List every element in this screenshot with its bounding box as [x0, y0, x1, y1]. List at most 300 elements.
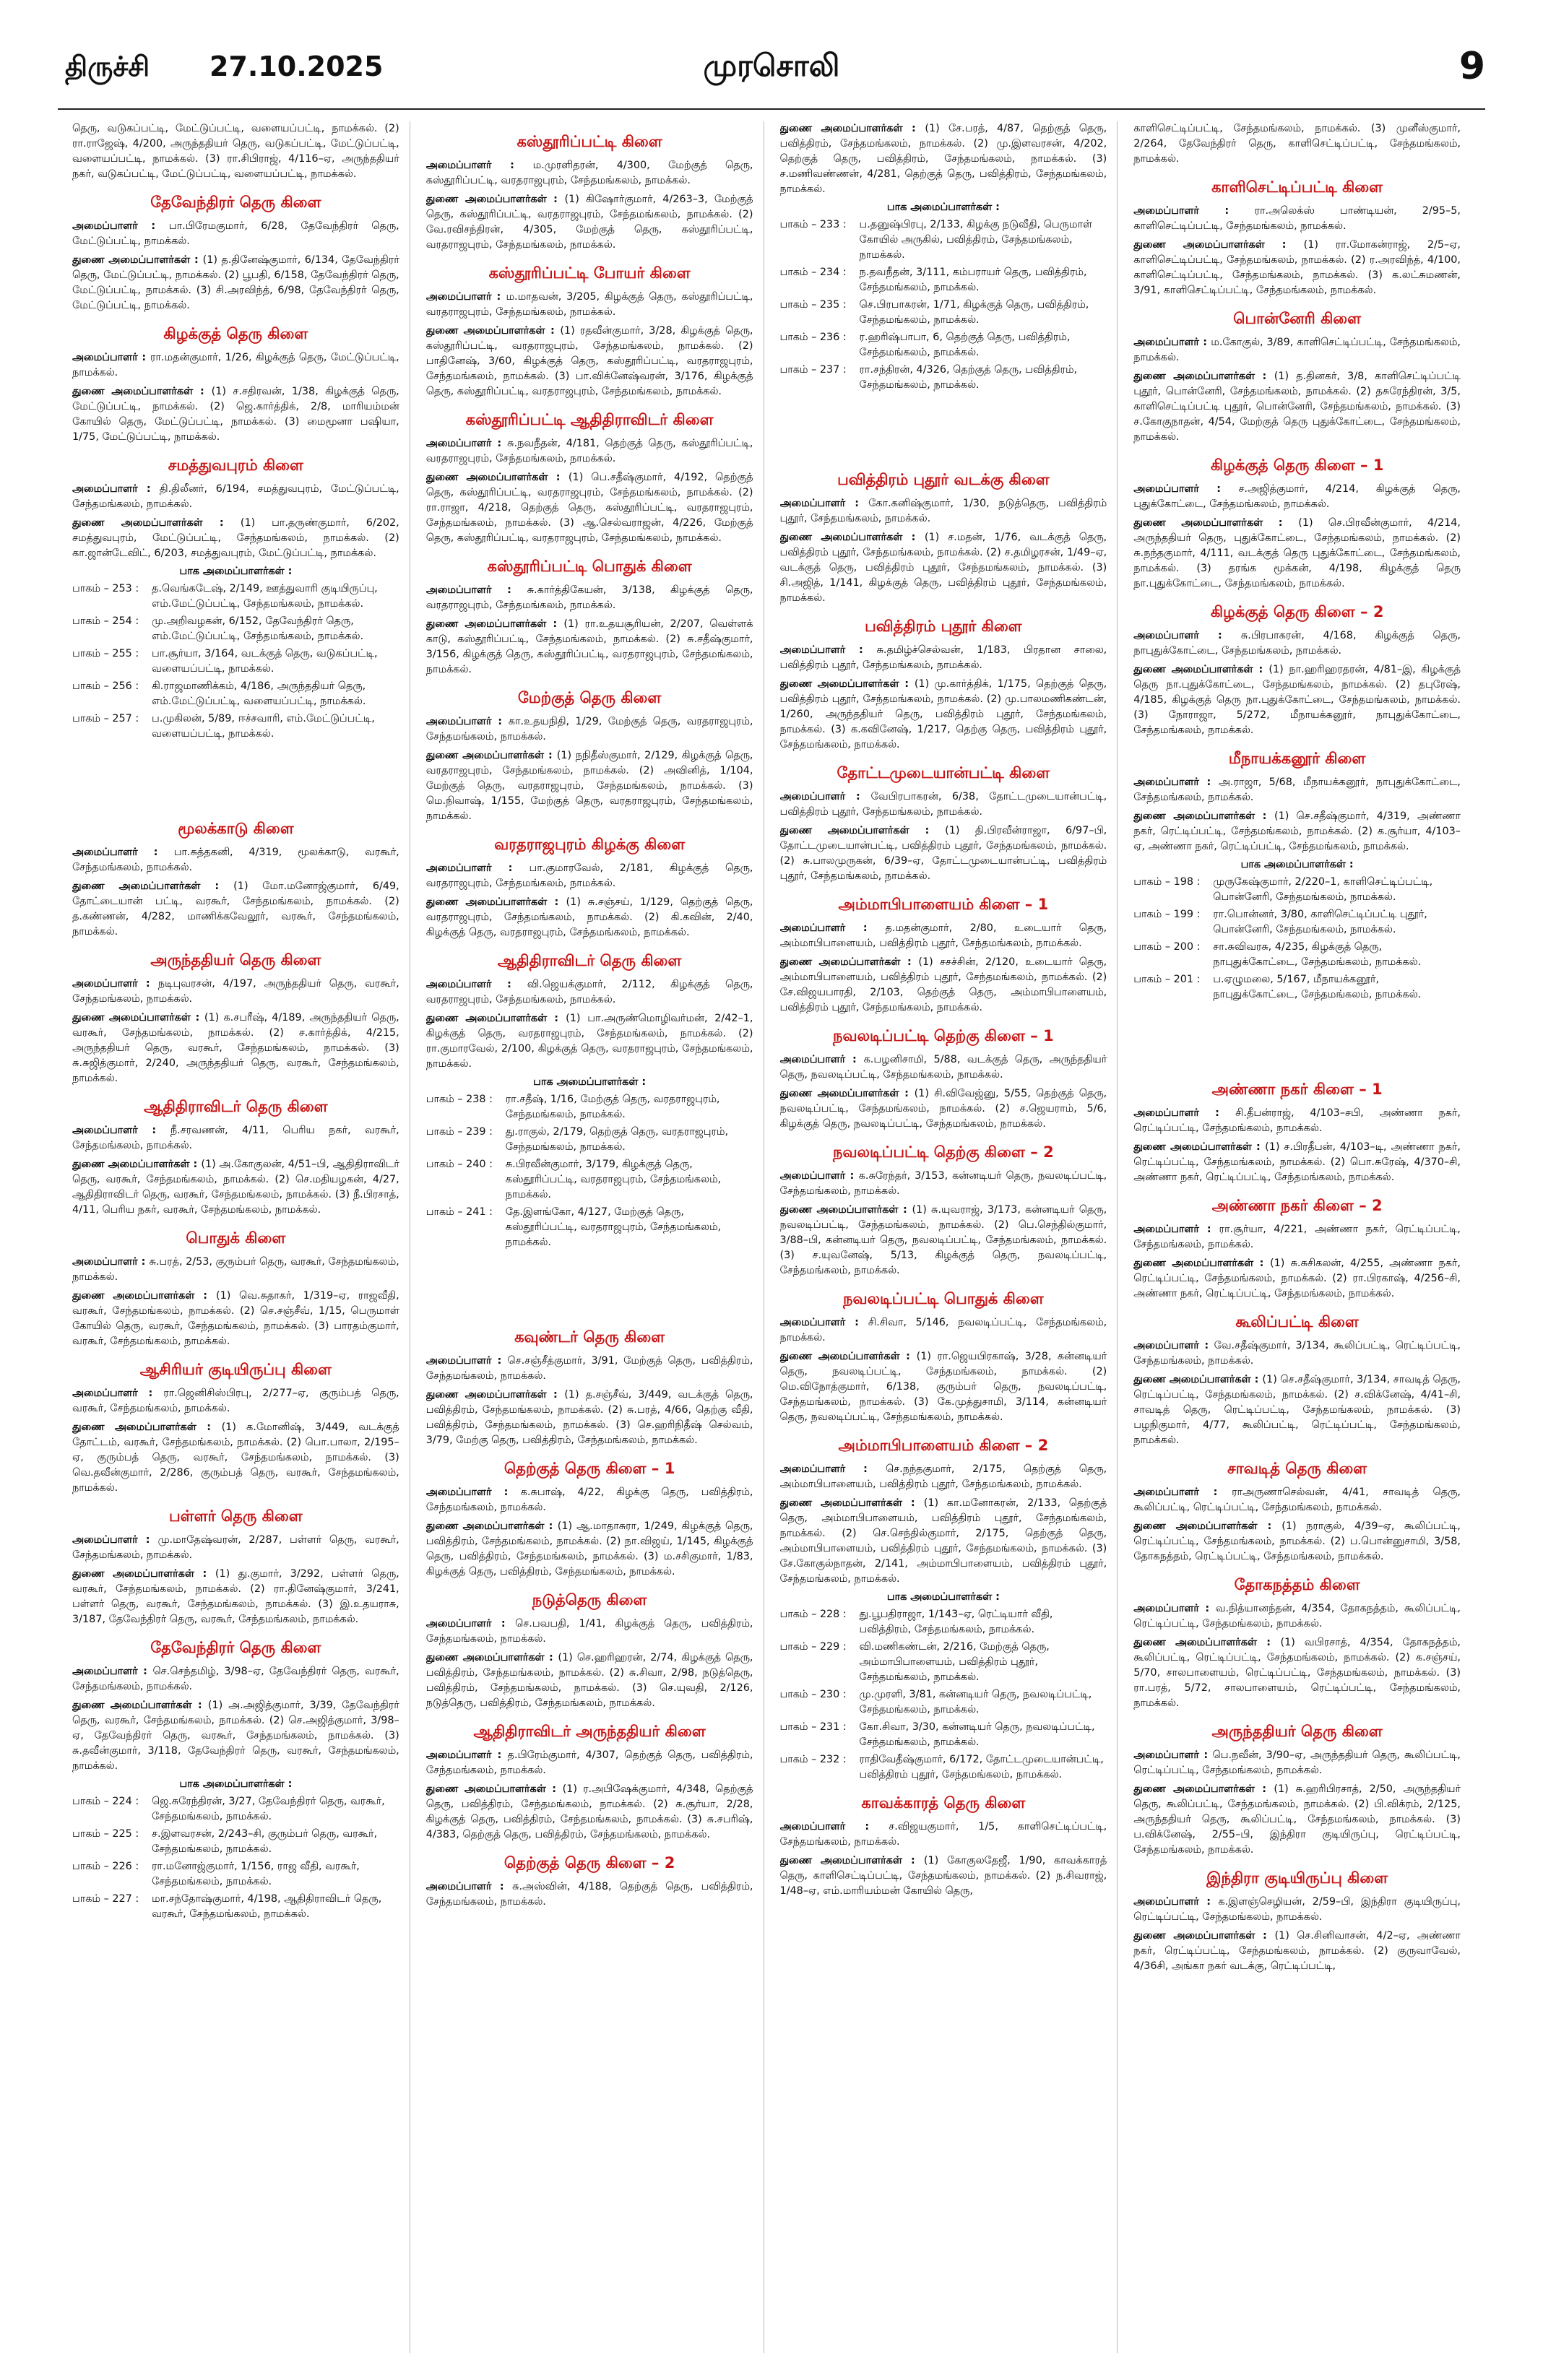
- member-paragraph: [72, 482, 399, 512]
- member-details: (1) ச.சதிரவன், 1/38, கிழக்குத் தெரு, மேட்டுப்பட்டி, நாமக்கல். (2) ஜெ.கார்த்திக், 2/8, மாரியம்மன் கோயில் தெரு, மேட்டுப்பட்டி, நாமக்கல். (3) மைமூனா பஷியா, 1/75, மேட்டுப்பட்டி, நாமக்கல்.: [72, 386, 399, 443]
- role-label: துணை அமைப்பாளர்கள் :: [425, 750, 557, 761]
- member-details: ச.அஜித்குமார், 4/214, கிழக்குத் தெரு, புதுக்கோட்டை, சேந்தமங்கலம், நாமக்கல்.: [1133, 483, 1461, 510]
- member-details: கோ.கனிஷ்குமார், 1/30, நடுத்தெரு, பவித்திரம் புதூர், சேந்தமங்கலம், நாமக்கல்.: [779, 498, 1107, 524]
- member-details: சு.தமிழ்ச்செல்வன், 1/183, பிரதான சாலை, பவித்திரம் புதூர், சேந்தமங்கலம், நாமக்கல்.: [779, 644, 1107, 671]
- member-paragraph: [780, 677, 1107, 753]
- part-number: பாகம் – 233 :: [779, 219, 847, 230]
- role-label: துணை அமைப்பாளர்கள் :: [72, 1159, 202, 1170]
- branch-heading: காளிசெட்டிப்பட்டி கிளை: [1211, 178, 1383, 196]
- member-paragraph: [1133, 1338, 1461, 1369]
- member-paragraph: [780, 1462, 1107, 1492]
- part-number: பாகம் – 230 :: [779, 1689, 847, 1700]
- member-paragraph: [426, 977, 753, 1008]
- member-paragraph: [780, 823, 1107, 884]
- branch-heading: கவுண்டர் தெரு கிளை: [514, 1328, 665, 1346]
- branch-heading: தேவேந்திரர் தெரு கிளை: [150, 1639, 321, 1656]
- member-details: க.இளஞ்செழியன், 2/59–பி, இந்திரா குடியிருப்பு, ரெட்டிப்பட்டி, சேந்தமங்கலம், நாமக்கல்.: [1133, 1896, 1461, 1923]
- part-number: பாகம் – 234 :: [779, 267, 847, 278]
- part-row: [72, 1859, 399, 1890]
- branch-section: [72, 820, 399, 940]
- role-label: துணை அமைப்பாளர்கள் :: [1133, 1930, 1275, 1942]
- role-label: அமைப்பாளர் :: [779, 498, 869, 509]
- role-label: அமைப்பாளர் :: [72, 1666, 153, 1677]
- branch-section: [1133, 1081, 1461, 1185]
- member-details: ம.மாதவன், 3/205, கிழக்குத் தெரு, கஸ்தூரிப்பட்டி, வரதராஜபுரம், சேந்தமங்கலம், நாமக்கல்.: [425, 291, 753, 318]
- member-details: மு.மாதேஷ்வரன், 2/287, பள்ளர் தெரு, வரகூர், சேந்தமங்கலம், நாமக்கல்.: [72, 1534, 399, 1561]
- part-number: பாகம் – 227 :: [72, 1893, 139, 1905]
- part-organiser: ரா.பொன்னர், 3/80, காளிசெட்டிப்பட்டி புதூர், பொன்னேரி, சேந்தமங்கலம், நாமக்கல்.: [1213, 909, 1427, 935]
- role-label: துணை அமைப்பாளர்கள் :: [779, 956, 919, 968]
- part-row: [426, 1092, 753, 1122]
- member-paragraph: [1133, 1601, 1461, 1632]
- branch-heading: ஆதிதிராவிடர் தெரு கிளை: [497, 952, 682, 969]
- branch-section: [426, 133, 753, 253]
- part-row: [1133, 907, 1461, 938]
- part-row: [426, 1157, 753, 1203]
- role-label: அமைப்பாளர் :: [779, 922, 886, 934]
- role-label: துணை அமைப்பாளர்கள் :: [1133, 1783, 1274, 1795]
- member-paragraph: [1133, 1635, 1461, 1711]
- part-organiser: த.வெங்கடேஷ், 2/149, ஊத்துவாரி குடியிருப்பு, எம்.மேட்டுப்பட்டி, சேந்தமங்கலம், நாமக்கல்.: [152, 583, 378, 610]
- part-row: [426, 1125, 753, 1155]
- member-paragraph: [780, 530, 1107, 606]
- member-details: (1) நராகுல், 4/39–ஏ, கூலிப்பட்டி, ரெட்டிப்பட்டி, சேந்தமங்கலம், நாமக்கல். (2) ப.பொன்னுசாமி, 3/58, தோகநத்தம், ரெட்டிப்பட்டி, சேந்தமங்கலம், நாமக்கல்.: [1133, 1520, 1461, 1562]
- member-details: (1) செ.சினிவாசன், 4/2–ஏ, அண்ணா நகர், ரெட்டிப்பட்டி, சேந்தமங்கலம், நாமக்கல். (2) குருவாவேல், 4/36சி, அங்கா நகர் வடக்கு, ரெட்டிப்பட்டி,: [1133, 1930, 1461, 1972]
- role-label: துணை அமைப்பாளர்கள் :: [1133, 1258, 1270, 1269]
- branch-section: [1133, 456, 1461, 592]
- member-details: (1) ரா.உதயசூரியன், 2/207, வெள்ளக் காடு, கஸ்தூரிப்பட்டி, சேந்தமங்கலம், நாமக்கல். (2) சு.சதீஷ்குமார், 3/156, கிழக்குத் தெரு, கஸ்தூரிப்பட்டி, வரதராஜபுரம், சேந்தமங்கலம், நாமக்கல்.: [425, 618, 753, 675]
- member-details: பா.குமாரவேல், 2/181, கிழக்குத் தெரு, வரதராஜபுரம், சேந்தமங்கலம், நாமக்கல்.: [425, 862, 753, 889]
- part-number: பாகம் – 240 :: [425, 1159, 493, 1170]
- member-details: (1) பா.தருண்குமார், 6/202, சமத்துவபுரம், மேட்டுப்பட்டி, சேந்தமங்கலம், நாமக்கல். (2) கா.ஜான்டேவிட், 6/203, சமத்துவபுரம், மேட்டுப்பட்டி, நாமக்கல்.: [72, 517, 399, 559]
- member-paragraph: [72, 977, 399, 1007]
- member-details: (1) அ.அஜித்குமார், 3/39, தேவேந்திரர் தெரு, வரகூர், சேந்தமங்கலம், நாமக்கல். (2) செ.அஜித்குமார், 3/98–ஏ, தேவேந்திரர் தெரு, வரகூர், சேந்தமங்கலம், நாமக்கல். (3) சு.தவீன்குமார், 3/118, தேவேந்திரர் தெரு, வரகூர், சேந்தமங்கலம், நாமக்கல்.: [72, 1700, 399, 1772]
- member-paragraph: [426, 1388, 753, 1448]
- part-number: பாகம் – 232 :: [779, 1754, 847, 1765]
- branch-heading: பவித்திரம் புதூர் கிளை: [865, 618, 1022, 635]
- branch-heading: கஸ்தூரிப்பட்டி ஆதிதிராவிடர் கிளை: [465, 411, 714, 428]
- part-row: [72, 1892, 399, 1922]
- branch-section: [426, 689, 753, 824]
- part-row: [780, 1720, 1107, 1750]
- member-details: (1) சு.சுசிகலன், 4/255, அண்ணா நகர், ரெட்டிப்பட்டி, சேந்தமங்கலம், நாமக்கல். (2) ரா.பிரகாஷ், 4/256–சி, அண்ணா நகர், ரெட்டிப்பட்டி, சேந்தமங்கலம், நாமக்கல்.: [1133, 1258, 1461, 1299]
- part-organiser: ரா.மனோஜ்குமார், 1/156, ராஜ வீதி, வரகூர், சேந்தமங்கலம், நாமக்கல்.: [152, 1861, 360, 1887]
- branch-section: [780, 618, 1107, 753]
- member-paragraph: [72, 350, 399, 381]
- role-label: அமைப்பாளர் :: [72, 1125, 170, 1136]
- member-details: சு.பிரபாகரன், 4/168, கிழக்குத் தெரு, நாபுதுக்கோட்டை, சேந்தமங்கலம், நாமக்கல்.: [1133, 630, 1461, 657]
- member-details: (1) கோகுலதேஜீ, 1/90, காவக்காரத் தெரு, காளிசெட்டிப்பட்டி, சேந்தமங்கலம், நாமக்கல். (2) ந.சிவராஜ், 1/48–ஏ, எம்.மாரியம்மன் கோயில் தெரு,: [779, 1855, 1107, 1897]
- role-label: அமைப்பாளர் :: [1133, 1224, 1219, 1235]
- branch-heading: கஸ்தூரிப்பட்டி போயர் கிளை: [488, 264, 691, 282]
- member-paragraph: [72, 1386, 399, 1416]
- branch-heading: அண்ணா நகர் கிளை – 1: [1211, 1081, 1383, 1098]
- part-organisers-heading: பாக அமைப்பாளர்கள் :: [886, 1591, 1000, 1603]
- role-label: துணை அமைப்பாளர்கள் :: [72, 517, 241, 529]
- member-paragraph: [72, 384, 399, 445]
- part-organiser: மு.அறிவழகன், 6/152, தேவேந்திரர் தெரு, எம்.மேட்டுப்பட்டி, சேந்தமங்கலம், நாமக்கல்.: [152, 615, 364, 642]
- member-paragraph: [1133, 1485, 1461, 1515]
- place-name: திருச்சி: [65, 51, 150, 82]
- member-details: ம.முரளிதரன், 4/300, மேற்குத் தெரு, கஸ்தூரிப்பட்டி, வரதராஜபுரம், சேந்தமங்கலம், நாமக்கல்.: [425, 160, 753, 186]
- part-organiser: ரா.சந்திரன், 4/326, தெற்குத் தெரு, பவித்திரம், சேந்தமங்கலம், நாமக்கல்.: [859, 364, 1078, 391]
- member-details: (1) ச.பிரதீபன், 4/103–டி, அண்ணா நகர், ரெட்டிப்பட்டி, சேந்தமங்கலம், நாமக்கல். (2) பொ.சுரேஷ், 4/370–சி, அண்ணா நகர், ரெட்டிப்பட்டி, சேந்தமங்கலம், நாமக்கல்.: [1133, 1141, 1461, 1183]
- part-number: பாகம் – 253 :: [72, 583, 139, 594]
- part-organiser: கி.ராஜமாணிக்கம், 4/186, அருந்ததியர் தெரு, எம்.மேட்டுப்பட்டி, வளையப்பட்டி, நாமக்கல்.: [152, 680, 366, 707]
- branch-heading: தெற்குத் தெரு கிளை – 1: [503, 1460, 675, 1477]
- member-details: (1) சு.சஞ்சய், 1/129, தெற்குத் தெரு, வரதராஜபுரம், சேந்தமங்கலம், நாமக்கல். (2) கி.கவின், 2/40, கிழக்குத் தெரு, வரதராஜபுரம், சேந்தமங்கலம், நாமக்கல்.: [425, 896, 753, 938]
- part-row: [1133, 940, 1461, 970]
- role-label: அமைப்பாளர் :: [72, 1388, 164, 1399]
- part-row: [72, 614, 399, 644]
- branch-heading: ஆதிதிராவிடர் அருந்ததியர் கிளை: [473, 1723, 706, 1740]
- member-paragraph: [1133, 775, 1461, 805]
- issue-date: 27.10.2025: [209, 51, 384, 82]
- part-row: [72, 581, 399, 612]
- part-organiser: ப.தனுஷ்பிரபு, 2/133, கிழக்கு நடுவீதி, பெருமாள் கோயில் அருகில், பவித்திரம், சேந்தமங்கலம், நாமக்கல்.: [859, 219, 1092, 261]
- column-gap: [1133, 1011, 1461, 1069]
- branch-heading: அம்மாபிபாளையம் கிளை – 1: [838, 896, 1049, 913]
- role-label: அமைப்பாளர் :: [425, 1355, 508, 1367]
- member-paragraph: [1133, 369, 1461, 445]
- member-paragraph: [1133, 1748, 1461, 1778]
- role-label: துணை அமைப்பாளர்கள் :: [779, 123, 925, 134]
- branch-heading: அண்ணா நகர் கிளை – 2: [1211, 1197, 1383, 1214]
- role-label: துணை அமைப்பாளர்கள் :: [1133, 1374, 1263, 1385]
- branch-heading: சமத்துவபுரம் கிளை: [168, 456, 303, 474]
- role-label: அமைப்பாளர் :: [1133, 1487, 1232, 1498]
- branch-heading: தேவேந்திரர் தெரு கிளை: [150, 194, 321, 211]
- member-paragraph: [426, 714, 753, 745]
- part-number: பாகம் – 237 :: [779, 364, 847, 376]
- member-details: நீ.சரவணன், 4/11, பெரிய நகர், வரகூர், சேந்தமங்கலம், நாமக்கல்.: [72, 1125, 399, 1151]
- role-label: துணை அமைப்பாளர்கள் :: [1133, 1637, 1281, 1648]
- member-paragraph: [1133, 1782, 1461, 1858]
- member-details: (1) செ.பிரவீன்குமார், 4/214, அருந்ததியர் தெரு, புதுக்கோட்டை, சேந்தமங்கலம், நாமக்கல். (2) சு.நந்தகுமார், 4/111, வடக்குத் தெரு புதுக்கோட்டை, சேந்தமங்கலம், நாமக்கல். (3) தரங்க மூக்கன், 4/198, கிழக்குத் தெரு நா.புதுக்கோட்டை, சேந்தமங்கலம், நாமக்கல்.: [1133, 517, 1461, 589]
- column-3: [780, 121, 1118, 2353]
- part-row: [72, 1794, 399, 1825]
- branch-section: [426, 952, 753, 1250]
- part-row: [780, 363, 1107, 393]
- member-paragraph: [426, 583, 753, 613]
- role-label: துணை அமைப்பாளர்கள் :: [425, 194, 565, 205]
- role-label: அமைப்பாளர் :: [1133, 1107, 1236, 1119]
- member-details: செ.சஞ்சீத்குமார், 3/91, மேற்குத் தெரு, பவித்திரம், சேந்தமங்கலம், நாமக்கல்.: [425, 1355, 753, 1382]
- branch-heading: மேற்குத் தெரு கிளை: [517, 689, 662, 706]
- column-1: [72, 121, 410, 2353]
- member-details: த.மதன்குமார், 2/80, உடையார் தெரு, அம்மாபிபாளையம், பவித்திரம் புதூர், சேந்தமங்கலம், நாமக்கல்.: [779, 922, 1107, 949]
- part-organiser: மு.முரளி, 3/81, கன்னடியர் தெரு, நவலடிப்பட்டி, சேந்தமங்கலம், நாமக்கல்.: [859, 1689, 1092, 1715]
- member-paragraph: [426, 1782, 753, 1843]
- column-gap: [780, 402, 1107, 459]
- part-row: [780, 217, 1107, 263]
- role-label: துணை அமைப்பாளர்கள் :: [72, 386, 212, 397]
- part-organiser: செ.பிரபாகரன், 1/71, கிழக்குத் தெரு, பவித்திரம், சேந்தமங்கலம், நாமக்கல்.: [859, 299, 1089, 326]
- member-paragraph: [72, 219, 399, 249]
- role-label: துணை அமைப்பாளர்கள் :: [779, 1351, 917, 1362]
- role-label: அமைப்பாளர் :: [425, 862, 530, 874]
- role-label: அமைப்பாளர் :: [779, 1170, 859, 1182]
- member-details: கா.உதயநிதி, 1/29, மேற்குத் தெரு, வரதராஜபுரம், சேந்தமங்கலம், நாமக்கல்.: [425, 716, 753, 743]
- branch-section: [780, 121, 1107, 393]
- branch-section: [426, 558, 753, 678]
- branch-section: [780, 764, 1107, 884]
- branch-section: [426, 1328, 753, 1448]
- member-details: சு.பரத், 2/53, குரும்பர் தெரு, வரகூர், சேந்தமங்கலம், நாமக்கல்.: [72, 1256, 399, 1283]
- part-organiser: பா.சூர்யா, 3/164, வடக்குத் தெரு, வடுகப்பட்டி, வளையப்பட்டி, நாமக்கல்.: [152, 648, 378, 675]
- role-label: துணை அமைப்பாளர்கள் :: [425, 896, 566, 908]
- role-label: அமைப்பாளர் :: [425, 716, 509, 727]
- member-details: ம.கோகுல், 3/89, காளிசெட்டிப்பட்டி, சேந்தமங்கலம், நாமக்கல்.: [1133, 337, 1461, 363]
- member-details: (1) க.சபரீஷ், 4/189, அருந்ததியர் தெரு, வரகூர், சேந்தமங்கலம், நாமக்கல். (2) ச.கார்த்திக், 4/215, அருந்ததியர் தெரு, வரகூர், சேந்தமங்கலம், நாமக்கல். (3) சு.சுஜித்குமார், 2/240, அருந்ததியர் தெரு, வரகூர், சேந்தமங்கலம், நாமக்கல்.: [72, 1012, 399, 1084]
- role-label: துணை அமைப்பாளர்கள் :: [72, 254, 203, 266]
- article-columns: [72, 121, 1471, 2353]
- part-organiser: ராதிவேதீஷ்குமார், 6/172, தோட்டமுடையான்பட்டி, பவித்திரம் புதூர், சேந்தமங்கலம், நாமக்கல்.: [859, 1754, 1104, 1780]
- branch-heading: நவலடிப்பட்டி தெற்கு கிளை – 1: [833, 1027, 1054, 1044]
- member-paragraph: [72, 516, 399, 561]
- part-organiser: து.பூபதிராஜா, 1/143–ஏ, ரெட்டியார் வீதி, பவித்திரம், சேந்தமங்கலம், நாமக்கல்.: [859, 1609, 1053, 1635]
- role-label: அமைப்பாளர் :: [1133, 1340, 1214, 1351]
- role-label: அமைப்பாளர் :: [779, 1317, 868, 1328]
- member-details: ரா.அலெக்ஸ் பாண்டியன், 2/95–5, காளிசெட்டிப்பட்டி, சேந்தமங்கலம், நாமக்கல்.: [1133, 205, 1461, 232]
- part-organiser: ச.இளவரசன், 2/243–சி, குரும்பர் தெரு, வரகூர், சேந்தமங்கலம், நாமக்கல்.: [152, 1828, 378, 1855]
- member-paragraph: [72, 253, 399, 313]
- branch-heading: தோகநத்தம் கிளை: [1234, 1576, 1360, 1593]
- member-paragraph: [780, 1203, 1107, 1278]
- member-paragraph: [72, 879, 399, 940]
- role-label: துணை அமைப்பாளர்கள் :: [425, 1783, 563, 1795]
- member-paragraph: [1133, 204, 1461, 234]
- member-paragraph: [1133, 1106, 1461, 1136]
- role-label: துணை அமைப்பாளர்கள் :: [779, 1088, 915, 1099]
- member-details: நடிபுவரசன், 4/197, அருந்ததியர் தெரு, வரகூர், சேந்தமங்கலம், நாமக்கல்.: [72, 978, 399, 1005]
- member-details: (1) சே.பரத், 4/87, தெற்குத் தெரு, பவித்திரம், சேந்தமங்கலம், நாமக்கல். (2) மு.இளவரசன், 4/202, தெற்குத் தெரு, பவித்திரம், சேந்தமங்கலம், நாமக்கல். (3) ச.மணிவண்ணன், 4/281, தெற்குத் தெரு, பவித்திரம், சேந்தமங்கலம், நாமக்கல்.: [779, 123, 1107, 195]
- branch-section: [72, 194, 399, 313]
- role-label: துணை அமைப்பாளர்கள் :: [779, 1204, 912, 1216]
- role-label: துணை அமைப்பாளர்கள் :: [425, 1013, 566, 1024]
- member-details: (1) ச.மதன், 1/76, வடக்குத் தெரு, பவித்திரம் புதூர், சேந்தமங்கலம், நாமக்கல். (2) ச.தமிழரசன், 1/49–ஏ, வடக்குத் தெரு, பவித்திரம் புதூர், சேந்தமங்கலம், நாமக்கல். (3) சி.அஜித், 1/141, கிழக்குத் தெரு, பவித்திரம் புதூர், சேந்தமங்கலம், நாமக்கல்.: [779, 532, 1107, 604]
- part-organisers-heading: பாக அமைப்பாளர்கள் :: [1240, 859, 1354, 870]
- member-details: (1) வபிரசாத், 4/354, தோகநத்தம், கூலிப்பட்டி, ரெட்டிப்பட்டி, சேந்தமங்கலம், நாமக்கல். (2) க.சஞ்சய், 5/70, சாலபாளையம், ரெட்டிப்பட்டி, சேந்தமங்கலம், நாமக்கல். (3) ரா.பரத், 5/72, சாலபாளையம், ரெட்டிப்பட்டி, சேந்தமங்கலம், நாமக்கல்.: [1133, 1637, 1461, 1709]
- part-number: பாகம் – 255 :: [72, 648, 139, 659]
- member-paragraph: [72, 1011, 399, 1086]
- branch-heading: பொன்னேரி கிளை: [1233, 310, 1362, 327]
- member-details: (1) வெ.சுதாகர், 1/319–ஏ, ராஜவீதி, வரகூர், சேந்தமங்கலம், நாமக்கல். (2) செ.சஞ்சீவ், 1/15, பெருமாள் கோயில் தெரு, வரகூர், சேந்தமங்கலம், நாமக்கல். (3) பாரதம்குமார், வரகூர், சேந்தமங்கலம், நாமக்கல்.: [72, 1290, 399, 1347]
- branch-section: [72, 1507, 399, 1627]
- member-paragraph: [1133, 662, 1461, 738]
- branch-section: [72, 1639, 399, 1922]
- role-label: அமைப்பாளர் :: [1133, 205, 1255, 217]
- member-details: க.பழனிசாமி, 5/88, வடக்குத் தெரு, அருந்ததியர் தெரு, நவலடிப்பட்டி, சேந்தமங்கலம், நாமக்கல்.: [779, 1054, 1107, 1081]
- member-paragraph: [72, 1698, 399, 1774]
- role-label: அமைப்பாளர் :: [779, 1463, 886, 1475]
- branch-section: [72, 456, 399, 742]
- role-label: துணை அமைப்பாளர்கள் :: [72, 1012, 204, 1024]
- member-paragraph: [426, 1011, 753, 1072]
- member-paragraph: [426, 1879, 753, 1910]
- member-details: செ.செந்தமிழ், 3/98–ஏ, தேவேந்திரர் தெரு, வரகூர், சேந்தமங்கலம், நாமக்கல்.: [72, 1666, 399, 1692]
- branch-heading: மீநாயக்கனூர் கிளை: [1228, 750, 1366, 767]
- member-paragraph: [780, 1052, 1107, 1083]
- role-label: துணை அமைப்பாளர்கள் :: [425, 618, 564, 630]
- role-label: அமைப்பாளர் :: [1133, 483, 1239, 495]
- member-paragraph: [1133, 482, 1461, 512]
- role-label: துணை அமைப்பாளர்கள் :: [72, 1290, 216, 1302]
- role-label: அமைப்பாளர் :: [72, 483, 160, 495]
- member-details: செ.பவபதி, 1/41, கிழக்குத் தெரு, பவித்திரம், சேந்தமங்கலம், நாமக்கல்.: [425, 1618, 753, 1645]
- part-number: பாகம் – 254 :: [72, 615, 139, 627]
- role-label: துணை அமைப்பாளர்கள் :: [1133, 1520, 1282, 1532]
- role-label: துணை அமைப்பாளர்கள் :: [1133, 371, 1274, 382]
- member-paragraph: [1133, 1256, 1461, 1302]
- role-label: துணை அமைப்பாளர்கள் :: [425, 1652, 558, 1663]
- branch-heading: அருந்ததியர் தெரு கிளை: [150, 951, 321, 969]
- member-details: அ.ராஜா, 5/68, மீநாயக்கனூர், நாபுதுக்கோட்டை, சேந்தமங்கலம், நாமக்கல்.: [1133, 776, 1461, 803]
- branch-section: [72, 1098, 399, 1218]
- member-details: (1) ரா.ஜெயபிரகாஷ், 3/28, கன்னடியர் தெரு, நவலடிப்பட்டி, சேந்தமங்கலம், நாமக்கல். (2) மெ.விநோத்குமார், 6/138, குரும்பர் தெரு, நவலடிப்பட்டி, சேந்தமங்கலம், நாமக்கல். (3) கே.முத்துசாமி, 3/114, கன்னடியர் தெரு, நவலடிப்பட்டி, சேந்தமங்கலம், நாமக்கல்.: [779, 1351, 1107, 1423]
- role-label: அமைப்பாளர் :: [72, 352, 150, 363]
- column-4: [1133, 121, 1471, 2353]
- branch-section: [1133, 1723, 1461, 1858]
- member-details: (1) செ.ஹரிஹரன், 2/74, கிழக்குத் தெரு, பவித்திரம், சேந்தமங்கலம், நாமக்கல். (2) சு.சிவா, 2/98, நடுத்தெரு, பவித்திரம், சேந்தமங்கலம், நாமக்கல். (3) செ.யுவதி, 2/126, நடுத்தெரு, பவித்திரம், சேந்தமங்கலம், நாமக்கல்.: [425, 1652, 753, 1709]
- member-details: (1) செ.சதீஷ்குமார், 4/319, அண்ணா நகர், ரெட்டிப்பட்டி, சேந்தமங்கலம், நாமக்கல். (2) க.சூர்யா, 4/103–ஏ, அண்ணா நகர், ரெட்டிப்பட்டி, சேந்தமங்கலம், நாமக்கல்.: [1133, 810, 1461, 852]
- part-number: பாகம் – 241 :: [425, 1206, 493, 1218]
- part-row: [780, 1640, 1107, 1685]
- branch-section: [1133, 1313, 1461, 1448]
- member-paragraph: [780, 1086, 1107, 1132]
- column-2: [426, 121, 764, 2353]
- part-row: [72, 679, 399, 709]
- member-details: தி.திலீனர், 6/194, சமத்துவபுரம், மேட்டுப்பட்டி, சேந்தமங்கலம், நாமக்கல்.: [72, 483, 399, 510]
- role-label: அமைப்பாளர் :: [72, 847, 174, 858]
- member-paragraph: [426, 290, 753, 320]
- branch-section: [426, 1854, 753, 1910]
- branch-section: [72, 325, 399, 445]
- member-paragraph: [72, 1289, 399, 1349]
- branch-heading: பள்ளர் தெரு கிளை: [169, 1507, 303, 1525]
- member-paragraph: [780, 121, 1107, 197]
- role-label: அமைப்பாளர் :: [72, 220, 169, 232]
- part-organiser: ரா.சதீஷ், 1/16, மேற்குத் தெரு, வரதராஜபுரம், சேந்தமங்கலம், நாமக்கல்.: [505, 1094, 720, 1120]
- role-label: அமைப்பாளர் :: [425, 584, 527, 596]
- header-rule: [58, 108, 1485, 110]
- newspaper-title: முரசொலி: [703, 48, 840, 83]
- member-details: (1) நா.ஹரிஹரதரன், 4/81–இ, கிழக்குத் தெரு நா.புதுக்கோட்டை, சேந்தமங்கலம், நாமக்கல். (2) தபுரேஷ், 4/185, கிழக்குத் தெரு நா.புதுக்கோட்டை, சேந்தமங்கலம், நாமக்கல். (3) நோராஜா, 5/272, மீநாயக்கனூர், நாபுதுக்கோட்டை, சேந்தமங்கலம், நாமக்கல்.: [1133, 664, 1461, 736]
- role-label: துணை அமைப்பாளர்கள் :: [425, 325, 561, 337]
- role-label: அமைப்பாளர் :: [1133, 337, 1211, 348]
- part-row: [72, 711, 399, 742]
- branch-section: [426, 836, 753, 940]
- member-paragraph: [780, 643, 1107, 673]
- branch-section: [426, 1460, 753, 1580]
- member-paragraph: [72, 1664, 399, 1695]
- branch-heading: காவக்காரத் தெரு கிளை: [861, 1794, 1026, 1812]
- member-paragraph: [780, 1496, 1107, 1587]
- part-row: [780, 1687, 1107, 1718]
- member-paragraph: [780, 1315, 1107, 1346]
- branch-heading: நவலடிப்பட்டி தெற்கு கிளை – 2: [833, 1143, 1054, 1161]
- branch-heading: கிழக்குத் தெரு கிளை – 2: [1210, 603, 1384, 620]
- member-paragraph: [426, 1354, 753, 1384]
- branch-heading: வரதராஜபுரம் கிழக்கு கிளை: [494, 836, 686, 853]
- member-details: வ.நித்யானந்தன், 4/354, தோகநத்தம், கூலிப்பட்டி, ரெட்டிப்பட்டி, சேந்தமங்கலம், நாமக்கல்.: [1133, 1603, 1461, 1630]
- member-details: பா.சுத்தகனி, 4/319, மூலக்காடு, வரகூர், சேந்தமங்கலம், நாமக்கல்.: [72, 847, 399, 873]
- role-label: துணை அமைப்பாளர்கள் :: [779, 825, 946, 836]
- part-row: [1133, 875, 1461, 905]
- part-row: [780, 1752, 1107, 1783]
- role-label: அமைப்பாளர் :: [779, 1821, 889, 1832]
- branch-section: [780, 1437, 1107, 1783]
- member-paragraph: [1133, 809, 1461, 854]
- part-number: பாகம் – 225 :: [72, 1828, 139, 1840]
- member-details: (1) தி.பிரவீன்ராஜா, 6/97–பி, தோட்டமுடையான்பட்டி, பவித்திரம் புதூர், சேந்தமங்கலம், நாமக்கல். (2) சு.பாலமுருகன், 6/39–ஏ, தோட்டமுடையான்பட்டி, பவித்திரம் புதூர், சேந்தமங்கலம், நாமக்கல்.: [779, 825, 1107, 882]
- role-label: அமைப்பாளர் :: [1133, 1749, 1213, 1761]
- part-organiser: ப.முகிலன், 5/89, ஈச்சவாரி, எம்.மேட்டுப்பட்டி, வளையப்பட்டி, நாமக்கல்.: [152, 713, 375, 740]
- role-label: அமைப்பாளர் :: [779, 644, 877, 656]
- member-details: காளிசெட்டிப்பட்டி, சேந்தமங்கலம், நாமக்கல். (3) முனீஸ்குமார், 2/264, தேவேந்திரர் தெரு, காளிசெட்டிப்பட்டி, சேந்தமங்கலம், நாமக்கல்.: [1133, 123, 1461, 165]
- role-label: துணை அமைப்பாளர்கள் :: [1133, 810, 1274, 822]
- role-label: அமைப்பாளர் :: [425, 1618, 516, 1630]
- branch-heading: அம்மாபிபாளையம் கிளை – 2: [838, 1437, 1049, 1454]
- member-paragraph: [72, 1123, 399, 1154]
- member-details: த.பிரேம்குமார், 4/307, தெற்குத் தெரு, பவித்திரம், சேந்தமங்கலம், நாமக்கல்.: [425, 1749, 753, 1776]
- member-details: (1) சு.யுவராஜ், 3/173, கன்னடியர் தெரு, நவலடிப்பட்டி, சேந்தமங்கலம், நாமக்கல். (2) பெ.செந்தில்குமார், 3/88–பி, கன்னடியர் தெரு, நவலடிப்பட்டி, சேந்தமங்கலம், நாமக்கல். (3) ச.யுவனேஷ், 5/13, கிழக்குத் தெரு, நவலடிப்பட்டி, சேந்தமங்கலம், நாமக்கல்.: [779, 1204, 1107, 1276]
- member-paragraph: [426, 895, 753, 940]
- member-paragraph: [1133, 1519, 1461, 1565]
- role-label: துணை அமைப்பாளர்கள் :: [72, 1421, 222, 1433]
- member-details: (1) க.மோனிஷ், 3/449, வடக்குத் தோட்டம், வரகூர், சேந்தமங்கலம், நாமக்கல். (2) பொ.பாலா, 2/195–ஏ, குரும்பத் தெரு, வரகூர், சேந்தமங்கலம், நாமக்கல். (3) வெ.தவீன்குமார், 2/286, குரும்பத் தெரு, வரகூர், சேந்தமங்கலம், நாமக்கல்.: [72, 1421, 399, 1494]
- part-number: பாகம் – 199 :: [1133, 909, 1201, 920]
- branch-heading: கிழக்குத் தெரு கிளை: [163, 325, 308, 342]
- branch-heading: பொதுக் கிளை: [186, 1229, 286, 1247]
- branch-heading: ஆசிரியர் குடியிருப்பு கிளை: [139, 1361, 332, 1378]
- column-gap: [72, 750, 399, 808]
- member-paragraph: [72, 1255, 399, 1285]
- branch-section: [72, 1229, 399, 1349]
- member-details: (1) செ.சதீஷ்குமார், 3/134, சாவடித் தெரு, ரெட்டிப்பட்டி, சேந்தமங்கலம், நாமக்கல். (2) ச.விக்னேஷ், 4/41–சி, சாவடித் தெரு, ரெட்டிப்பட்டி, சேந்தமங்கலம், நாமக்கல். (3) பழநிகுமார், 4/77, கூலிப்பட்டி, ரெட்டிப்பட்டி, சேந்தமங்கலம், நாமக்கல்.: [1133, 1374, 1461, 1446]
- part-organiser: ஜெ.சுரேந்திரன், 3/27, தேவேந்திரர் தெரு, வரகூர், சேந்தமங்கலம், நாமக்கல்.: [152, 1796, 385, 1822]
- member-paragraph: [1133, 1895, 1461, 1925]
- member-details: (1) சு.ஹரிபிரசாத், 2/50, அருந்ததியர் தெரு, கூலிப்பட்டி, சேந்தமங்கலம், நாமக்கல். (2) பி.விக்ரம், 2/125, அருந்ததியர் தெரு, கூலிப்பட்டி, சேந்தமங்கலம், நாமக்கல். (3) ப.விக்னேஷ், 2/55–பி, இந்திரா குடியிருப்பு, ரெட்டிப்பட்டி, சேந்தமங்கலம், நாமக்கல்.: [1133, 1783, 1461, 1856]
- part-organisers-heading: பாக அமைப்பாளர்கள் :: [179, 566, 293, 577]
- member-paragraph: [1133, 1929, 1461, 1974]
- member-details: (1) த.தினகர், 3/8, காளிசெட்டிப்பட்டி புதூர், பொன்னேரி, சேந்தமங்கலம், நாமக்கல். (2) தசுரேந்திரன், 3/5, காளிசெட்டிப்பட்டி புதூர், பொன்னேரி, சேந்தமங்கலம், நாமக்கல். (3) ச.கோகுநாதன், 4/54, மேற்குத் தெரு புதுக்கோட்டை, சேந்தமங்கலம், நாமக்கல்.: [1133, 371, 1461, 443]
- branch-heading: நவலடிப்பட்டி பொதுக் கிளை: [843, 1290, 1044, 1307]
- branch-section: [426, 411, 753, 546]
- part-number: பாகம் – 198 :: [1133, 876, 1201, 888]
- member-paragraph: [780, 955, 1107, 1016]
- member-paragraph: [780, 921, 1107, 951]
- member-details: ரா.மதன்குமார், 1/26, கிழக்குத் தெரு, மேட்டுப்பட்டி, நாமக்கல்.: [72, 352, 399, 378]
- part-organiser: து.ராகுல், 2/179, தெற்குத் தெரு, வரதராஜபுரம், சேந்தமங்கலம், நாமக்கல்.: [505, 1126, 729, 1153]
- part-organisers-heading: பாக அமைப்பாளர்கள் :: [179, 1778, 293, 1790]
- part-organiser: சு.பிரவீன்குமார், 3/179, கிழக்குத் தெரு, கஸ்தூரிப்பட்டி, வரதராஜபுரம், சேந்தமங்கலம், நாமக்கல்.: [505, 1159, 722, 1200]
- role-label: துணை அமைப்பாளர்கள் :: [72, 880, 234, 892]
- part-number: பாகம் – 226 :: [72, 1861, 139, 1872]
- role-label: அமைப்பாளர் :: [779, 791, 871, 802]
- branch-section: [780, 1290, 1107, 1425]
- member-details: சு.நவநீதன், 4/181, தெற்குத் தெரு, கஸ்தூரிப்பட்டி, வரதராஜபுரம், சேந்தமங்கலம், நாமக்கல்.: [425, 438, 753, 464]
- member-paragraph: [72, 1420, 399, 1496]
- branch-section: [426, 1591, 753, 1711]
- part-number: பாகம் – 228 :: [779, 1609, 847, 1620]
- member-paragraph: [1133, 238, 1461, 298]
- part-number: பாகம் – 224 :: [72, 1796, 139, 1807]
- branch-section: [72, 1361, 399, 1496]
- member-details: ரா.சூர்யா, 4/221, அண்ணா நகர், ரெட்டிப்பட்டி, சேந்தமங்கலம், நாமக்கல்.: [1133, 1224, 1461, 1250]
- part-organisers-heading: பாக அமைப்பாளர்கள் :: [886, 202, 1000, 213]
- branch-section: [1133, 178, 1461, 298]
